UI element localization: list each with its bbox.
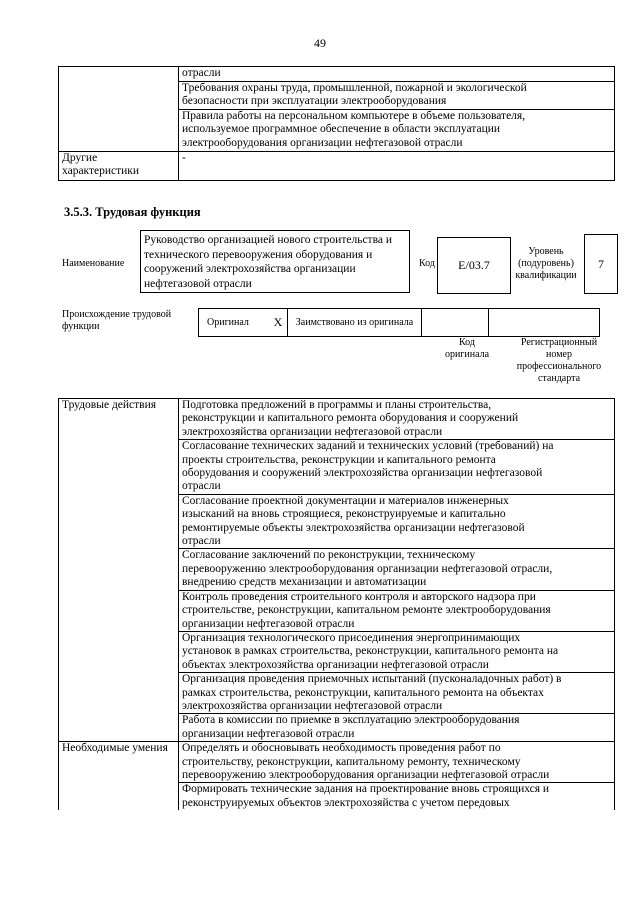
- text-line: внедрению средств механизации и автоматизации: [182, 576, 427, 589]
- function-code-box: E/03.7: [437, 237, 511, 294]
- text-line: Определять и обосновывать необходимость проведения работ по: [182, 742, 501, 755]
- text-line: используемое программное обеспечение в области эксплуатации: [182, 123, 501, 136]
- text-line: ремонтируемые объекты электрохозяйства организации нефтегазовой: [182, 521, 525, 534]
- text-line: организации нефтегазовой отрасли: [182, 617, 355, 630]
- text-line: проекты строительства, реконструкции и капитального ремонта: [182, 453, 496, 466]
- text-line: перевооружению электрооборудования организации нефтегазовой отрасли: [182, 768, 550, 781]
- table-cell: [179, 440, 615, 495]
- text-line: объектах электрохозяйства организации нефтегазовой отрасли: [182, 658, 489, 671]
- text-line: рамках строительства, реконструкции, капитального ремонта на объектах: [182, 686, 544, 699]
- table-row: [199, 309, 600, 337]
- table-cell: [179, 494, 615, 549]
- text-line: Работа в комиссии по приемке в эксплуатацию электрооборудования: [182, 714, 520, 727]
- text-line: перевооружению электрооборудования организации нефтегазовой отрасли,: [182, 562, 553, 575]
- group-label: Трудовые действия: [59, 399, 179, 742]
- top-table: [58, 66, 615, 181]
- table-cell: [179, 549, 615, 590]
- table-cell: [179, 67, 615, 82]
- text-line: Правила работы на персональном компьютере в объеме пользователя,: [182, 109, 526, 122]
- text-line: отрасли: [182, 67, 221, 79]
- text-line: Требования охраны труда, промышленной, пожарной и экологической: [182, 81, 527, 94]
- table-cell: [179, 714, 615, 742]
- original-mark: X: [269, 309, 288, 337]
- table-cell: [179, 151, 615, 180]
- text-line: установок в рамках строительства, реконструкции, капитального ремонта на: [182, 645, 559, 658]
- level-box: 7: [584, 234, 618, 294]
- borrowed-label: Заимствовано из оригинала: [288, 309, 422, 337]
- name-label: Наименование: [62, 258, 125, 269]
- table-cell: [179, 742, 615, 783]
- text-line: электрооборудования организации нефтегазовой отрасли: [182, 136, 463, 149]
- code-original-cell: [422, 309, 489, 337]
- level-label: Уровень (подуровень) квалификации: [515, 246, 577, 281]
- function-name-box: Руководство организацией нового строительства и технического перевооружения оборудования и сооружений электрохозяйства организации нефтегазовой отрасли: [140, 230, 410, 293]
- row-label: Другие характеристики: [59, 151, 179, 180]
- reg-number-caption: Регистрационный номер профессионального стандарта: [516, 337, 602, 384]
- text-line: Подготовка предложений в программы и планы строительства,: [182, 399, 492, 411]
- table-row: [59, 399, 615, 440]
- text-line: электрохозяйства организации нефтегазовой отрасли: [182, 699, 443, 712]
- text-line: оборудования и сооружений электрохозяйства организации нефтегазовой: [182, 467, 543, 480]
- text-line: организации нефтегазовой отрасли: [182, 727, 355, 740]
- table-cell: [179, 783, 615, 810]
- group-label: Необходимые умения: [59, 742, 179, 811]
- main-table: [58, 398, 615, 810]
- origin-label: Происхождение трудовой функции: [62, 309, 172, 332]
- text-line: отрасли: [182, 480, 221, 493]
- table-cell: [179, 590, 615, 631]
- text-line: реконструкции и капитального ремонта оборудования и сооружений: [182, 412, 519, 425]
- section-heading: 3.5.3. Трудовая функция: [64, 205, 201, 219]
- code-original-caption: Код оригинала: [444, 337, 490, 360]
- text-line: изысканий на вновь строящиеся, реконструируемые и капитально: [182, 508, 506, 521]
- table-cell: [179, 399, 615, 440]
- text-line: безопасности при эксплуатации электрооборудования: [182, 95, 447, 108]
- table-row: [59, 151, 615, 180]
- text-line: реконструируемых объектов электрохозяйства с учетом передовых: [182, 796, 510, 809]
- table-cell: [179, 81, 615, 109]
- table-cell: [179, 109, 615, 151]
- text-line: электрохозяйства организации нефтегазовой отрасли: [182, 425, 443, 438]
- origin-table: [198, 308, 600, 337]
- text-line: -: [182, 151, 186, 164]
- text-line: Контроль проведения строительного контроля и авторского надзора при: [182, 590, 536, 603]
- text-line: Организация технологического присоединения энергопринимающих: [182, 631, 521, 644]
- text-line: Формировать технические задания на проектирование вновь строящихся и: [182, 783, 550, 796]
- code-label: Код: [419, 258, 435, 269]
- text-line: строительстве, реконструкции, капитальном ремонте электрооборудования: [182, 604, 551, 617]
- text-line: Согласование проектной документации и материалов инженерных: [182, 494, 509, 507]
- table-row: [59, 742, 615, 783]
- text-line: Согласование технических заданий и технических условий (требований) на: [182, 440, 554, 453]
- text-line: Организация проведения приемочных испытаний (пусконаладочных работ) в: [182, 673, 562, 686]
- text-line: Согласование заключений по реконструкции, техническому: [182, 549, 476, 562]
- reg-number-cell: [489, 309, 600, 337]
- table-cell: [179, 631, 615, 672]
- text-line: отрасли: [182, 535, 221, 548]
- original-label: Оригинал: [199, 309, 270, 337]
- table-cell-label: [59, 67, 179, 152]
- text-line: строительству, реконструкции, капитальному ремонту, техническому: [182, 755, 521, 768]
- table-row: [59, 67, 615, 82]
- page-number: 49: [314, 36, 326, 50]
- table-cell: [179, 673, 615, 714]
